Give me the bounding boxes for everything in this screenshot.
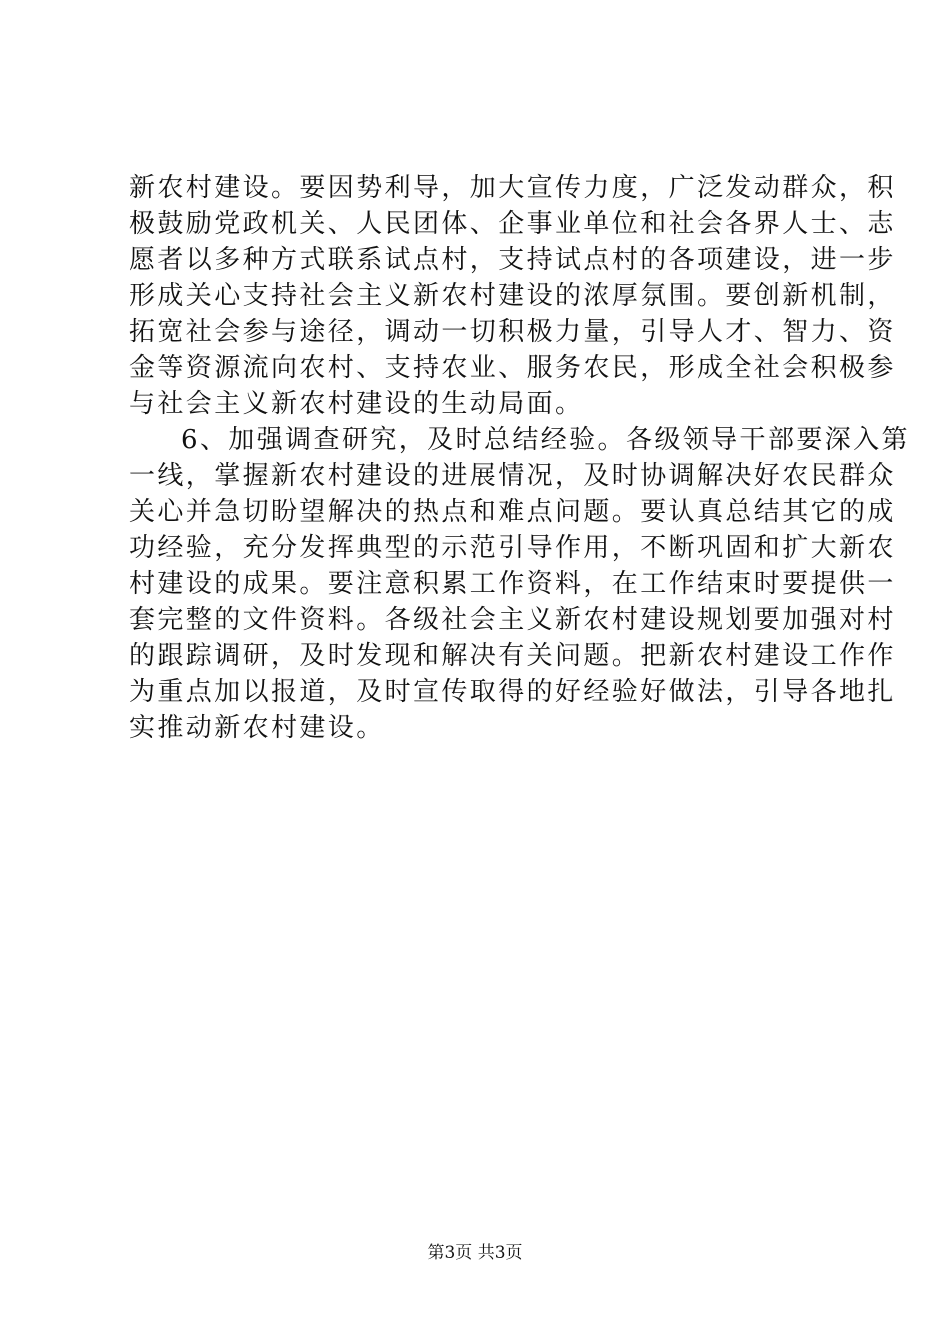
paragraph-line: 形成关心支持社会主义新农村建设的浓厚氛围。要创新机制， [129,281,896,311]
paragraph-line: 功经验，充分发挥典型的示范引导作用，不断巩固和扩大新农 [129,533,896,563]
paragraph-line: 拓宽社会参与途径，调动一切积极力量，引导人才、智力、资 [129,317,896,347]
paragraph-line: 的跟踪调研，及时发现和解决有关问题。把新农村建设工作作 [129,641,896,671]
paragraph-line: 金等资源流向农村、支持农业、服务农民，形成全社会积极参 [129,353,896,383]
paragraph-line: 实推动新农村建设。 [129,713,385,743]
paragraph-line: 6、加强调查研究，及时总结经验。各级领导干部要深入第 [181,425,910,455]
paragraph-line: 一线，掌握新农村建设的进展情况，及时协调解决好农民群众 [129,461,896,491]
paragraph-line: 与社会主义新农村建设的生动局面。 [129,389,584,419]
paragraph-line: 关心并急切盼望解决的热点和难点问题。要认真总结其它的成 [129,497,896,527]
paragraph-line: 套完整的文件资料。各级社会主义新农村建设规划要加强对村 [129,605,896,635]
page-number-footer: 第3页 共3页 [427,1243,523,1263]
paragraph-line: 新农村建设。要因势利导，加大宣传力度，广泛发动群众，积 [129,173,896,203]
paragraph-line: 极鼓励党政机关、人民团体、企事业单位和社会各界人士、志 [129,209,896,239]
paragraph-line: 村建设的成果。要注意积累工作资料，在工作结束时要提供一 [129,569,896,599]
paragraph-line: 愿者以多种方式联系试点村，支持试点村的各项建设，进一步 [129,245,896,275]
paragraph-line: 为重点加以报道，及时宣传取得的好经验好做法，引导各地扎 [129,677,896,707]
document-body [129,170,910,746]
